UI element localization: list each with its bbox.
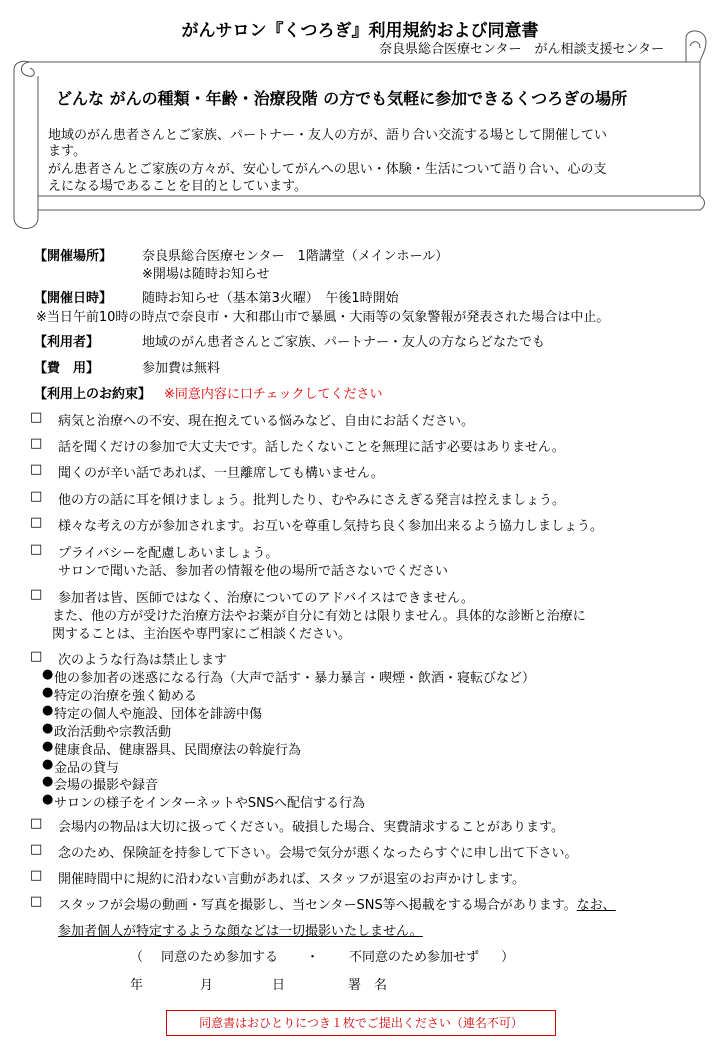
signature-label: 署 名: [348, 978, 388, 993]
prohibited-item: 金品の貸与: [54, 761, 120, 776]
venue-note: ※開場は随時お知らせ: [142, 267, 270, 282]
notice-box: 同意書はおひとりにつき１枚でご提出ください（連名不可）: [166, 1010, 556, 1036]
photo-text: スタッフが会場の動画・写真を撮影し、当センターSNS等へ掲載をする場合があります。: [58, 898, 577, 913]
bullet-icon: ●: [42, 792, 54, 807]
intro-line: がん患者さんとご家族の方々が、安心してがんへの思い・体験・生活について語り合い、心の支: [48, 162, 607, 177]
bullet-icon: ●: [42, 774, 54, 789]
date-value: 随時お知らせ（基本第3火曜） 午後1時開始: [142, 291, 399, 306]
rule-item-continued: 関することは、主治医や専門家にご相談ください。: [52, 627, 352, 642]
rule-item: 会場内の物品は大切に扱ってください。破損した場合、実費請求することがあります。: [58, 820, 564, 835]
organization-name: 奈良県総合医療センター がん相談支援センター: [379, 42, 664, 57]
rule-item: プライバシーを配慮しあいましょう。: [58, 546, 279, 561]
rule-item: 念のため、保険証を持参して下さい。会場で気分が悪くなったらすぐに申し出て下さい。: [58, 846, 578, 861]
checkbox[interactable]: □: [30, 894, 43, 909]
date-note: ※当日午前10時の時点で奈良市・大和郡山市で暴風・大雨等の気象警報が発表された場合は中止。: [36, 310, 610, 325]
agree-option[interactable]: 同意のため参加する: [161, 950, 279, 965]
photo-text-underlined: なお、: [576, 898, 616, 913]
separator: ・: [306, 950, 320, 965]
checkbox[interactable]: □: [30, 542, 43, 557]
checkbox[interactable]: □: [30, 436, 43, 451]
fee-label: 【費 用】: [34, 361, 100, 376]
checkbox[interactable]: □: [30, 489, 43, 504]
rule-item: 病気と治療への不安、現在抱えている悩みなど、自由にお話ください。: [58, 414, 475, 429]
prohibited-item: 会場の撮影や録音: [54, 778, 159, 793]
date-label: 【開催日時】: [34, 291, 113, 306]
prohibited-heading: 次のような行為は禁止します: [58, 653, 228, 668]
rules-note: ※同意内容に口チェックしてください: [164, 387, 383, 402]
rule-item-continued: サロンで聞いた話、参加者の情報を他の場所で話さないでください: [58, 564, 449, 579]
checkbox[interactable]: □: [30, 816, 43, 831]
rule-item: 様々な考えの方が参加されます。お互いを尊重し気持ち良く参加出来るよう協力しましょう。: [58, 519, 603, 534]
prohibited-item: 政治活動や宗教活動: [54, 725, 172, 740]
checkbox[interactable]: □: [30, 515, 43, 530]
rules-label: 【利用上のお約束】: [34, 387, 152, 402]
disagree-option[interactable]: 不同意のため参加せず: [349, 950, 480, 965]
checkbox[interactable]: □: [30, 868, 43, 883]
bullet-icon: ●: [42, 703, 54, 718]
fee-value: 参加費は無料: [142, 361, 221, 376]
venue-value: 奈良県総合医療センター 1階講堂（メインホール）: [142, 249, 449, 264]
user-value: 地域のがん患者さんとご家族、パートナー・友人の方ならどなたでも: [142, 335, 546, 350]
prohibited-item: サロンの様子をインターネットやSNSへ配信する行為: [54, 796, 366, 811]
rule-item-continued: また、他の方が受けた治療方法やお薬が自分に有効とは限りません。具体的な診断と治療に: [52, 609, 586, 624]
rule-item-continued: 参加者個人が特定するような顔などは一切撮影いたしません。: [58, 924, 423, 939]
month-label: 月: [200, 978, 214, 993]
page-title: がんサロン『くつろぎ』利用規約および同意書: [181, 21, 539, 41]
checkbox[interactable]: □: [30, 462, 43, 477]
rule-item: 開催時間中に規約に沿わない言動があれば、スタッフが退室のお声かけします。: [58, 872, 525, 887]
prohibited-item: 特定の治療を強く勧める: [54, 689, 198, 704]
rule-item: 聞くのが辛い話であれば、一旦離席しても構いません。: [58, 466, 384, 481]
checkbox[interactable]: □: [30, 649, 43, 664]
rule-item: 他の方の話に耳を傾けましょう。批判したり、むやみにさえぎる発言は控えましょう。: [58, 493, 566, 508]
checkbox[interactable]: □: [30, 842, 43, 857]
paren-close: ）: [501, 950, 515, 965]
day-label: 日: [272, 978, 286, 993]
rule-item: 参加者は皆、医師ではなく、治療についてのアドバイスはできません。: [58, 591, 474, 606]
scroll-banner: [0, 0, 720, 240]
venue-label: 【開催場所】: [34, 249, 113, 264]
intro-line: えになる場であることを目的としています。: [48, 179, 307, 194]
prohibited-item: 他の参加者の迷惑になる行為（大声で話す・暴力暴言・喫煙・飲酒・寝転びなど）: [54, 671, 536, 686]
year-label: 年: [130, 978, 144, 993]
bullet-icon: ●: [42, 667, 54, 682]
consent-choice: [130, 946, 514, 965]
bullet-icon: ●: [42, 757, 54, 772]
prohibited-item: 健康食品、健康器具、民間療法の斡旋行為: [54, 743, 302, 758]
user-label: 【利用者】: [34, 335, 100, 350]
bullet-icon: ●: [42, 739, 54, 754]
checkbox[interactable]: □: [30, 410, 43, 425]
paren-open: （: [130, 950, 144, 965]
prohibited-item: 特定の個人や施設、団体を誹謗中傷: [54, 707, 263, 722]
intro-line: 地域のがん患者さんとご家族、パートナー・友人の方が、語り合い交流する場として開催してい: [48, 128, 608, 143]
rule-item: 話を聞くだけの参加で大丈夫です。話したくないことを無理に話す必要はありません。: [58, 440, 565, 455]
banner-heading: どんな がんの種類・年齢・治療段階 の方でも気軽に参加できるくつろぎの場所: [56, 89, 628, 108]
checkbox[interactable]: □: [30, 587, 43, 602]
intro-line: ます。: [48, 144, 86, 159]
bullet-icon: ●: [42, 721, 54, 736]
bullet-icon: ●: [42, 685, 54, 700]
rule-item: [58, 894, 616, 913]
